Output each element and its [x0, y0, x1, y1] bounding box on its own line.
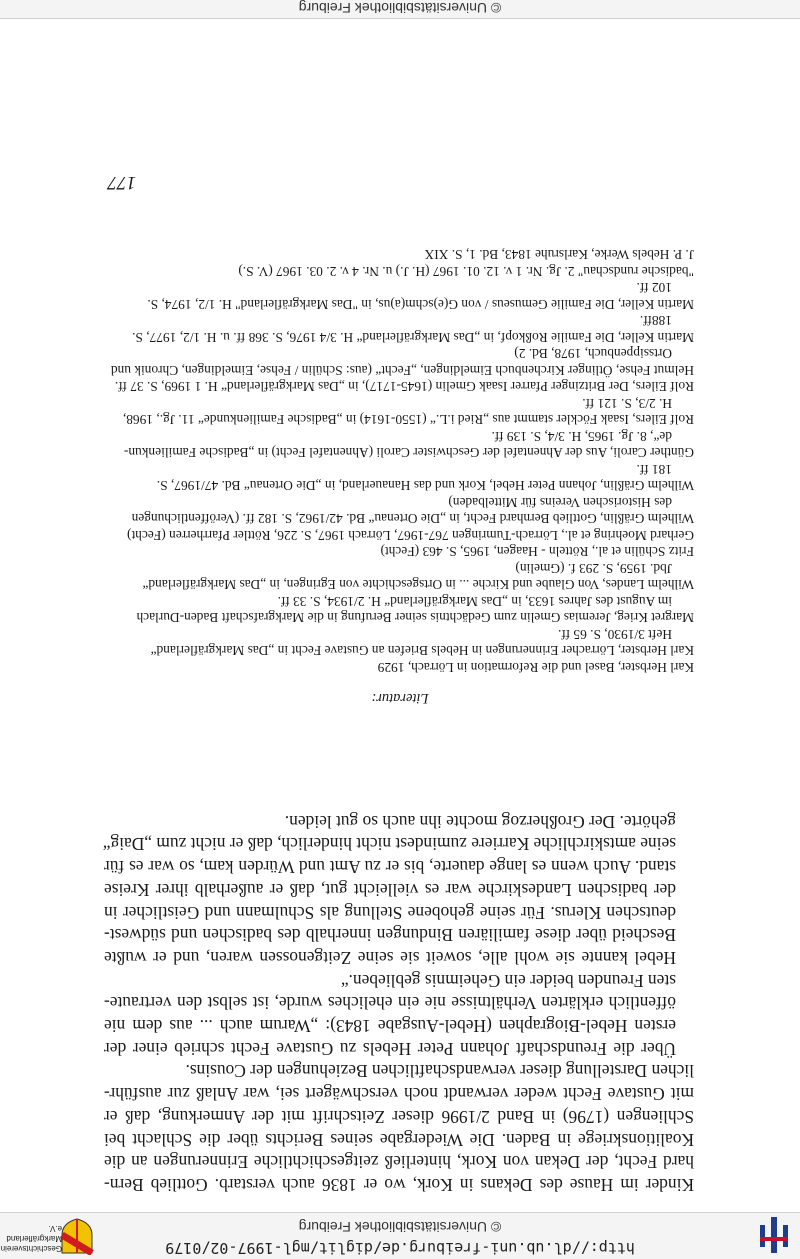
paragraph — [104, 969, 694, 1060]
literature-entry — [104, 543, 694, 560]
entry-line: 188ff. — [639, 313, 672, 329]
text-line: Koalitionskriege in Baden. Die Wiedergabe seines Berichts über die Schlacht bei — [104, 1129, 694, 1150]
literature-heading: Literatur: — [371, 690, 429, 706]
entry-line: de“, 8. Jg. 1965, H. 3/4, S. 139 ff. — [491, 429, 672, 444]
entry-line: "badische rundschau" 2. Jg. Nr. 1 v. 12. 01. 1967 (H. J.) u. Nr. 4 v. 2. 03. 1967 (V. S.) — [238, 264, 694, 279]
literature-entry — [104, 395, 694, 428]
literature-entry — [104, 378, 694, 395]
text-line: seine amtskirchliche Karriere zumindest nicht hinderlich, daß er nicht zum „Daig“ — [102, 834, 676, 855]
entry-line: Günther Caroli, Aus der Ahnentafel der Geschwister Caroli (Ahnentafel Fecht) in „Badische Familienkun- — [123, 445, 694, 461]
text-line: ersten Hebel-Biographen (Hebel-Ausgabe 1843): „Warum auch ... aus dem nie — [104, 1016, 676, 1037]
literature-entry — [104, 527, 694, 544]
entry-line: Wilhelm Landes, Von Glaube und Kirche ... in Ortsgeschichte von Egringen, in „Das Markgräflerland“ — [142, 577, 694, 593]
text-line: Über die Freundschaft Johann Peter Hebels zu Gustave Fecht schrieb einer der — [104, 1038, 676, 1059]
text-line: der badischen Landeskirche war es vielleicht gut, daß er außerhalb ihrer Kreise — [104, 879, 676, 900]
entry-line: 102 ff. — [636, 280, 672, 296]
header-banner — [0, 1212, 800, 1259]
text-line: stand. Auch wenn es lange dauerte, bis er zu Amt und Würden kam, so war es für — [104, 857, 676, 878]
literature-list — [104, 246, 694, 675]
society-line: Markgräflerland e.V. — [6, 1224, 62, 1243]
society-name — [0, 1223, 62, 1253]
literature-entry — [104, 494, 694, 527]
literature-entry — [104, 246, 694, 263]
text-line: deutschen Klerus. Für seine gehobene Stellung als Schulmann und Geistlicher in — [104, 902, 676, 923]
literature-entry — [104, 626, 694, 659]
literature-entry — [104, 560, 694, 593]
literature-entry — [104, 312, 694, 345]
text-line: Bescheid über diese familiären Bindungen innerhalb des badischen und südwest- — [104, 925, 676, 946]
entry-line: J. P. Hebels Werke, Karlsruhe 1843, Bd. 1, S. XIX — [424, 247, 694, 263]
literature-entry — [104, 461, 694, 494]
literature-entry — [104, 428, 694, 461]
literature-entry — [104, 593, 694, 626]
entry-line: Fritz Schülin et al., Rötteln - Haagen, 1965, S. 463 (Fecht) — [380, 544, 694, 560]
entry-line: im August des Jahres 1633, in „Das Markgräflerland“ H. 2/1934, S. 33 ff. — [277, 594, 672, 609]
entry-line: des Historischen Vereins für Mittelbaden) — [448, 495, 672, 510]
entry-line: Wilhelm Gräßlin, Johann Peter Hebel, Kork und das Hanauerland, in „Die Ortenau“ Bd. 47/1967, S. — [156, 478, 694, 494]
text-line: lichen Darstellung dieser verwandschaftlichen Beziehungen der Cousins. — [185, 1061, 694, 1082]
entry-line: Karl Herbster, Basel und die Reformation in Lörrach, 1929 — [377, 660, 694, 675]
entry-line: Margret Krieg, Jeremias Gmelin zum Gedächtnis seiner Berufung in die Markgrafschaft Baden-Durlach — [136, 610, 694, 626]
literature-entry — [104, 263, 694, 280]
entry-line: Ortssippenbuch, 1978, Bd. 2) — [514, 346, 672, 362]
previous-page-strip — [0, 0, 800, 19]
page-number: 177 — [107, 172, 136, 193]
entry-line: Karl Herbster, Lörracher Erinnerungen in Hebels Briefen an Gustave Fecht in „Das Markgräflerland“ — [150, 643, 694, 659]
entry-line: Rolf Eilers, Isaak Föckler stammt aus „Ried i.L.“ (1550-1614) in „Badische Familienkunde“ 11. Jg., 1968, — [122, 412, 694, 428]
text-line: mit Gustave Fecht weder verwandt noch verschwägert sei, war Anlaß zur ausführ- — [104, 1084, 694, 1105]
article-body — [104, 810, 694, 1196]
entry-line: Wilhelm Gräßlin, Gottlieb Bernhard Fecht, in „Die Ortenau“ Bd. 42/1962, S. 182 ff. (Veröffentlichungen — [131, 511, 694, 527]
entry-line: Martin Keller, Die Familie Roßkopf, in „Das Markgräflerland“ H. 3/4 1976, S. 368 ff. u. H. 1/2, 1977, S. — [132, 330, 694, 345]
literature-entry — [104, 279, 694, 312]
copyright-notice: © Universitätsbibliothek Freiburg — [298, 0, 502, 16]
literature-entry — [104, 345, 694, 378]
text-line: gehörte. Der Großherzog mochte ihn auch so gut leiden. — [284, 811, 676, 832]
paragraph — [104, 810, 694, 969]
entry-line: Martin Keller, Die Familie Gemuseus / von G(e)schm(a)us, in "Das Markgräflerland" H. 1/2, 1974, S. — [147, 297, 694, 312]
copyright-notice: © Universitätsbibliothek Freiburg — [298, 1219, 502, 1235]
entry-line: Jbd. 1959, S. 293 f. (Gmelin) — [515, 561, 672, 576]
entry-line: Helmut Fehse, Ötlinger Kirchenbuch Eimeldingen, „Fecht“ (aus: Schülin / Fehse, Eimeldingen, Chronik und — [110, 363, 694, 378]
literature-entry — [104, 659, 694, 676]
paragraph — [104, 1060, 694, 1196]
entry-line: Heft 3/1930, S. 65 ff. — [558, 627, 672, 642]
text-line: Kinder im Hause des Dekans in Kork, wo er 1836 auch verstarb. Gottlieb Bern- — [104, 1175, 694, 1195]
text-line: hard Fecht, der Dekan von Kork, hinterließ zeitgeschichtliche Erinnerungen an die — [104, 1152, 694, 1173]
text-line: öffentlich erklärten Verhältnisse nie ein eheliches wurde, ist selbst den vertraute- — [104, 993, 676, 1014]
entry-line: Gerhard Moehring et al., Lörrach-Tumringen 767-1967, Lörrach 1967, S. 226, Röttler Pfarrherren (Fecht) — [127, 528, 694, 543]
text-line: Schliengen (1796) in Band 2/1996 dieser Zeitschrift mit der Anmerkung, daß er — [104, 1106, 694, 1127]
text-line: sten Freunden beider ein Geheimnis geblieben.“ — [340, 970, 676, 991]
entry-line: Rolf Eilers, Der Britzinger Pfarrer Isaak Gmelin (1645-1717), in „Das Markgräflerland“ H. 1 1969, S. 37 ff. — [114, 379, 694, 395]
entry-line: 181 ff. — [636, 462, 672, 477]
coat-of-arms-icon — [60, 1217, 94, 1255]
document-url[interactable]: http://dl.ub.uni-freiburg.de/diglit/mgl-1997-02/0179 — [165, 1239, 635, 1257]
society-line: Geschichtsverein — [0, 1244, 62, 1253]
entry-line: H. 2/3, S. 121 ff. — [582, 396, 672, 411]
text-line: Hebel kannte sie wohl alle, soweit sie seine Zeitgenossen waren, und er wußte — [104, 947, 676, 968]
